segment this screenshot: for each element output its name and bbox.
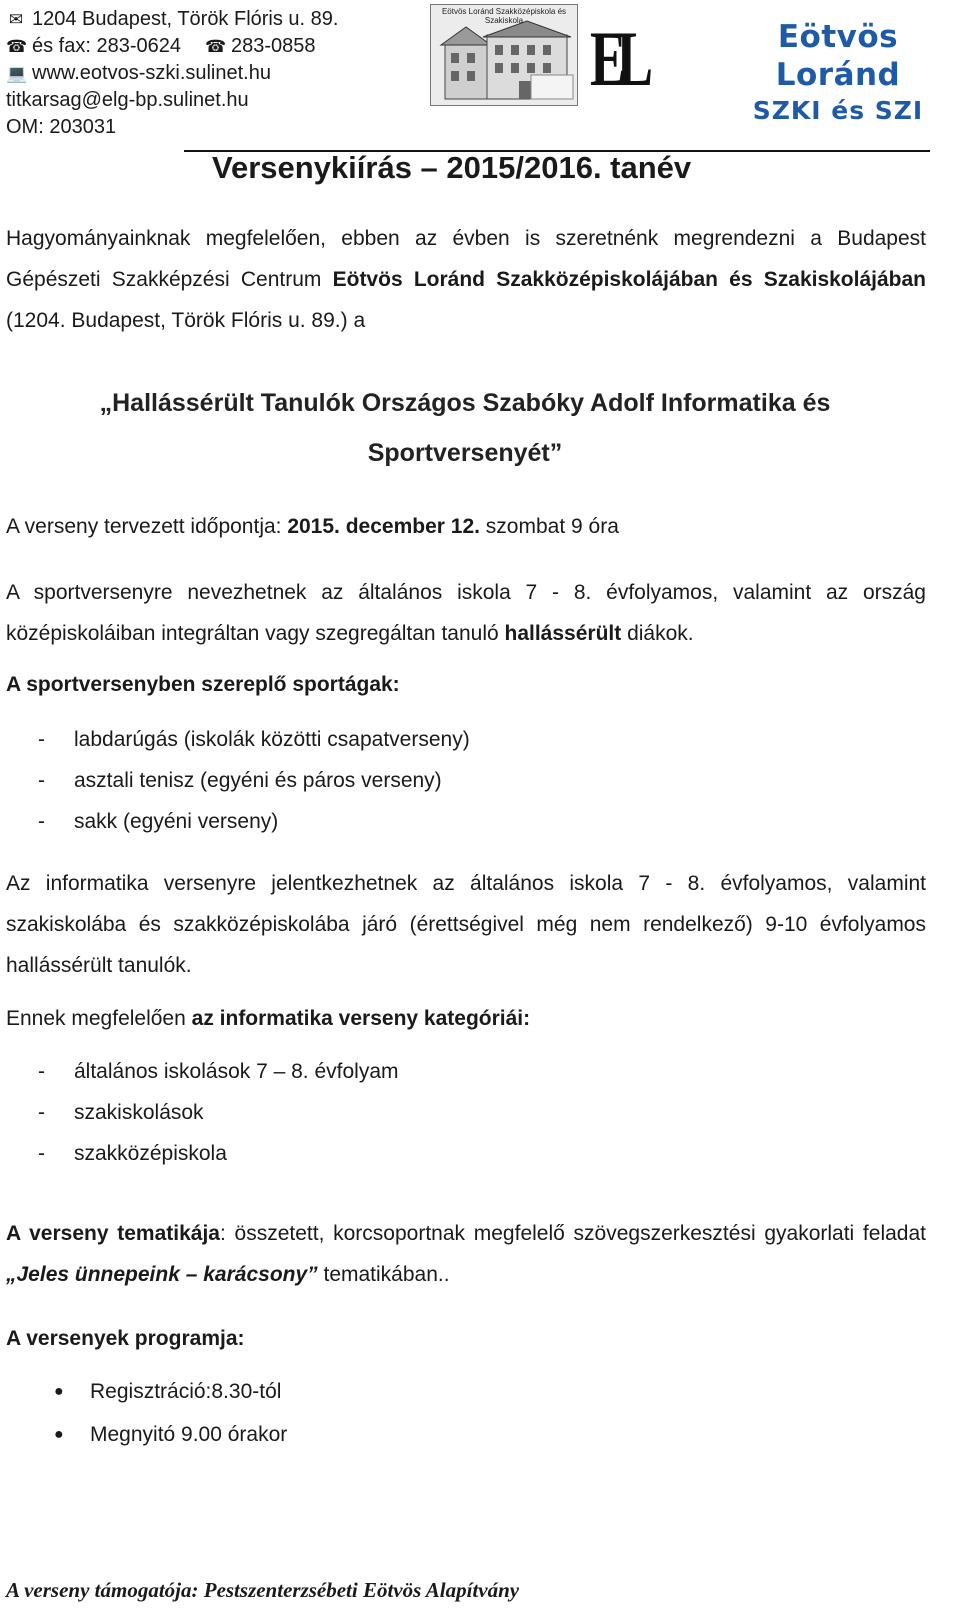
phone-icon: ☎ <box>6 37 28 56</box>
sport-eligibility: A sportversenyre nevezhetnek az általános iskola 7 - 8. évfolyamos, valamint az ország középiskoláiban integráltan vagy szegregáltan tanuló hallássérült diákok. <box>6 581 926 645</box>
program-heading: A versenyek programja: <box>6 1327 245 1350</box>
theme-paragraph: A verseny tematikája: összetett, korcsoportnak megfelelő szövegszerkesztési gyakorlati feladat „Jeles ünnepeink – karácsony” tematikában.. <box>6 1222 926 1286</box>
email-row <box>6 87 426 114</box>
website-link[interactable]: www.eotvos-szki.sulinet.hu <box>32 62 271 84</box>
list-item: ● Megnyitó 9.00 órakor <box>54 1422 288 1446</box>
address: 1204 Budapest, Török Flóris u. 89. <box>32 8 339 30</box>
building-caption: Eötvös Loránd Szakközépiskola és Szakiskola <box>441 7 567 25</box>
el-monogram-logo: EL <box>590 15 644 102</box>
om-row <box>6 114 426 141</box>
school-name: Eötvös Loránd Szakközépiskolájában és Szakiskolájában <box>332 268 926 291</box>
list-item: ● Regisztráció:8.30-tól <box>54 1379 282 1403</box>
phone-row: ☎ és fax : 283-0624 ☎ 283-0858 <box>6 33 426 60</box>
phone-number-1: 283-0624 <box>96 35 182 57</box>
footer-sponsor: A verseny támogatója: Pestszenterzsébeti Eötvös Alapítvány <box>6 1578 520 1602</box>
bullet-icon: ● <box>54 1425 64 1443</box>
list-item: - sakk (egyéni verseny) <box>38 810 279 833</box>
categories-list <box>38 1060 399 1183</box>
list-item: - asztali tenisz (egyéni és páros verseny) <box>38 769 442 792</box>
computer-icon: 💻 <box>6 64 28 83</box>
phone-label: és fax <box>32 35 86 57</box>
phone-icon-2: ☎ <box>205 37 227 56</box>
address-row <box>6 6 426 33</box>
phone-number-2: 283-0858 <box>231 35 316 57</box>
sports-list <box>38 728 470 851</box>
intro-paragraph: Hagyományainknak megfelelően, ebben az évben is szeretnénk megrendezni a Budapest Gépészeti Szakképzési Centrum Eötvös Loránd Szakközépiskolájában és Szakiskolájában (1204. Budapest, Török Flóris u. 89.) a <box>6 227 926 332</box>
brand-subtitle: SZKI és SZI <box>752 96 924 125</box>
categories-intro: Ennek megfelelően az informatika verseny kategóriái: <box>6 1007 531 1030</box>
mail-icon: ✉ <box>8 10 24 29</box>
om-number: OM: 203031 <box>6 116 117 138</box>
school-building-image <box>430 4 578 106</box>
date-value: 2015. december 12. <box>287 515 480 538</box>
list-item: - általános iskolások 7 – 8. évfolyam <box>38 1060 399 1083</box>
website-row <box>6 60 426 87</box>
page-title: Versenykiírás – 2015/2016. tanév <box>212 150 692 185</box>
email-link[interactable]: titkarsag@elg-bp.sulinet.hu <box>6 89 249 111</box>
program-list <box>54 1370 287 1456</box>
sports-heading: A sportversenyben szereplő sportágak: <box>6 673 400 696</box>
bullet-icon: ● <box>54 1382 64 1400</box>
contact-block <box>6 6 426 141</box>
theme-title: „Jeles ünnepeink – karácsony” <box>6 1263 318 1286</box>
list-item: - szakiskolások <box>38 1101 204 1124</box>
competition-name: „Hallássérült Tanulók Országos Szabóky Adolf Informatika és Sportversenyét” <box>99 389 831 467</box>
list-item: - labdarúgás (iskolák közötti csapatverseny) <box>38 728 470 751</box>
date-line: A verseny tervezett időpontja: 2015. december 12. szombat 9 óra <box>6 515 619 538</box>
it-eligibility: Az informatika versenyre jelentkezhetnek az általános iskola 7 - 8. évfolyamos, valamint szakiskolába és szakközépiskolába járó (érettségivel még nem rendelkező) 9-10 évfolyamos hallássérült tanulók. <box>6 872 926 977</box>
brand-name: Eötvös Loránd <box>775 19 901 93</box>
list-item: - szakközépiskola <box>38 1142 227 1165</box>
school-brand <box>716 18 960 128</box>
